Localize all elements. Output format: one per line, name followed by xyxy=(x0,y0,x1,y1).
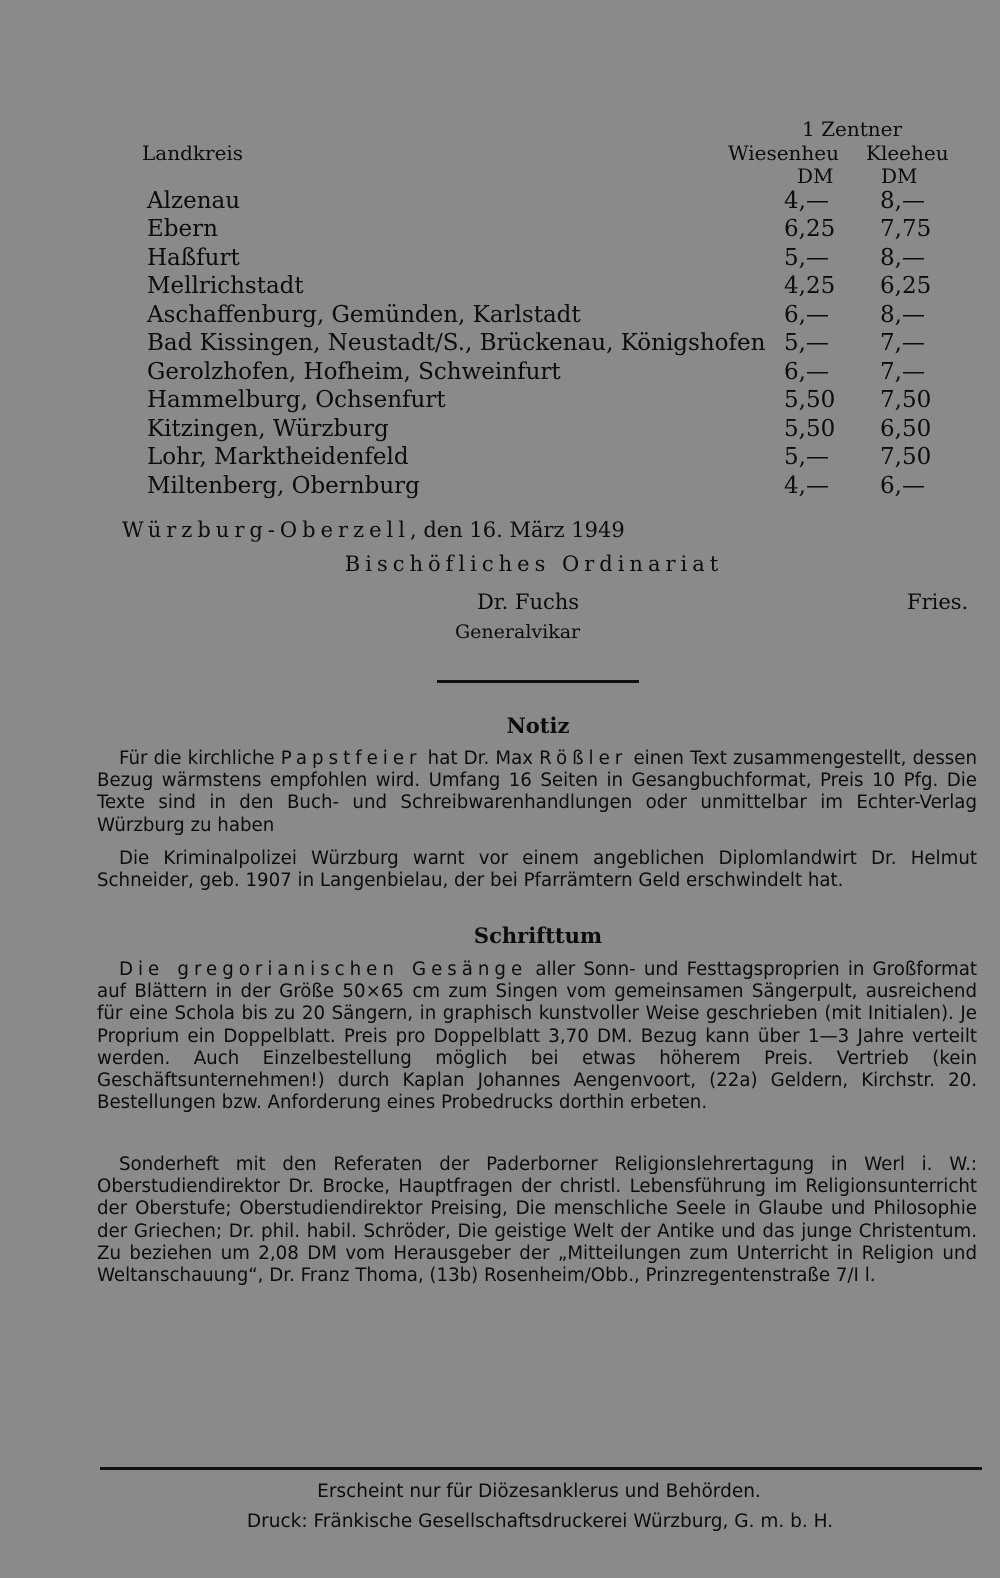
price-kleeheu: 8,— xyxy=(880,188,925,214)
section-divider xyxy=(437,680,639,683)
price-kleeheu: 7,— xyxy=(880,330,925,356)
notiz-heading: Notiz xyxy=(506,713,570,738)
price-kleeheu: 6,50 xyxy=(880,416,932,442)
price-kleeheu: 7,50 xyxy=(880,444,932,470)
landkreis-name: Bad Kissingen, Neustadt/S., Brückenau, Königshofen xyxy=(147,330,766,356)
signatory-role: Generalvikar xyxy=(455,621,581,643)
price-wiesenheu: 6,— xyxy=(784,302,829,328)
price-wiesenheu: 4,— xyxy=(784,188,829,214)
header-units: 1 Zentner xyxy=(802,117,903,141)
landkreis-name: Haßfurt xyxy=(147,245,240,271)
table-row xyxy=(0,301,1000,329)
place-name: Würzburg-Oberzell xyxy=(122,518,410,542)
issuing-office: Bischöfliches Ordinariat xyxy=(344,552,724,576)
footer-divider xyxy=(100,1467,982,1470)
price-kleeheu: 8,— xyxy=(880,302,925,328)
table-row xyxy=(0,443,1000,471)
date-text: , den 16. März 1949 xyxy=(409,518,625,542)
notiz-p1-part-a: Für die kirchliche xyxy=(119,748,281,769)
landkreis-name: Hammelburg, Ochsenfurt xyxy=(147,387,446,413)
price-wiesenheu: 6,25 xyxy=(784,216,836,242)
price-kleeheu: 7,50 xyxy=(880,387,932,413)
price-wiesenheu: 4,25 xyxy=(784,273,836,299)
footer-distribution-note: Erscheint nur für Diözesanklerus und Behörden. xyxy=(317,1481,761,1502)
table-row xyxy=(0,329,1000,357)
price-wiesenheu: 5,— xyxy=(784,330,829,356)
schrifttum-p1-spaced: Die gregorianischen Gesänge xyxy=(119,959,528,980)
currency-kleeheu: DM xyxy=(881,164,918,188)
header-landkreis: Landkreis xyxy=(142,141,244,165)
table-row xyxy=(0,272,1000,300)
table-row xyxy=(0,472,1000,500)
header-kleeheu: Kleeheu xyxy=(866,141,949,165)
landkreis-name: Ebern xyxy=(147,216,218,242)
table-row xyxy=(0,244,1000,272)
place-date xyxy=(122,516,625,544)
price-kleeheu: 6,25 xyxy=(880,273,932,299)
price-wiesenheu: 5,50 xyxy=(784,387,836,413)
landkreis-name: Alzenau xyxy=(147,188,241,214)
cosigner-name: Fries. xyxy=(907,590,969,614)
price-kleeheu: 7,75 xyxy=(880,216,932,242)
table-row xyxy=(0,358,1000,386)
signatory-name: Dr. Fuchs xyxy=(477,590,580,614)
table-row xyxy=(0,386,1000,414)
price-wiesenheu: 5,— xyxy=(784,444,829,470)
schrifttum-paragraph-2: Sonderheft mit den Referaten der Paderborner Religionslehrertagung in Werl i. W.: Oberstudiendirektor Dr. Brocke, Hauptfragen der christl. Lebensführung im Religionsunterricht der Oberstufe; Oberstudiendirektor Preising, Die menschliche Seele in Glaube und Philosophie der Griechen; Dr. phil. habil. Schröder, Die geistige Welt der Antike und das junge Christentum. Zu beziehen um 2,08 DM vom Herausgeber der „Mitteilungen zum Unterricht in Religion und Weltanschauung“, Dr. Franz Thoma, (13b) Rosenheim/Obb., Prinzregentenstraße 7/I l. xyxy=(97,1154,977,1287)
table-row xyxy=(0,215,1000,243)
schrifttum-heading: Schrifttum xyxy=(473,923,603,948)
price-wiesenheu: 6,— xyxy=(784,359,829,385)
price-wiesenheu: 5,50 xyxy=(784,416,836,442)
header-wiesenheu: Wiesenheu xyxy=(728,141,840,165)
notiz-p1-part-c: einen Text zusammengestellt, dessen Bezug wärmstens empfohlen wird. Umfang 16 Seiten in Gesangbuchformat, Preis 10 Pfg. Die Texte sind in den Buch- und Schreibwarenhandlungen oder unmittelbar im Echter-Verlag Würzburg zu haben xyxy=(97,748,977,836)
notiz-p1-part-b: hat Dr. Max xyxy=(421,748,540,769)
notiz-p1-spaced-1: Papstfeier xyxy=(280,748,422,769)
table-row xyxy=(0,187,1000,215)
notiz-paragraph-1 xyxy=(97,748,977,837)
landkreis-name: Gerolzhofen, Hofheim, Schweinfurt xyxy=(147,359,561,385)
notiz-p1-spaced-2: Rößler xyxy=(539,748,628,769)
schrifttum-paragraph-1 xyxy=(97,959,977,1114)
price-wiesenheu: 4,— xyxy=(784,473,829,499)
schrifttum-p1-rest: aller Sonn- und Festtagspropriеn in Großformat auf Blättern in der Größe 50×65 cm zum Singen vom gemeinsamen Sängerpult, ausreichend für eine Schola bis zu 20 Sängern, in graphisch kunstvoller Weise geschrieben (mit Initialen). Je Proprium ein Doppelblatt. Preis pro Doppelblatt 3,70 DM. Bezug kann über 1—3 Jahre verteilt werden. Auch Einzelbestellung möglich bei etwas höherem Preis. Vertrieb (kein Geschäftsunternehmen!) durch Kaplan Johannes Aengenvoort, (22a) Geldern, Kirchstr. 20. Bestellungen bzw. Anforderung eines Probedrucks dorthin erbeten. xyxy=(97,959,977,1114)
landkreis-name: Aschaffenburg, Gemünden, Karlstadt xyxy=(147,302,581,328)
price-kleeheu: 7,— xyxy=(880,359,925,385)
landkreis-name: Kitzingen, Würzburg xyxy=(147,416,389,442)
footer-printer-note: Druck: Fränkische Gesellschaftsdruckerei Würzburg, G. m. b. H. xyxy=(246,1511,834,1532)
currency-wiesenheu: DM xyxy=(797,164,834,188)
landkreis-name: Miltenberg, Obernburg xyxy=(147,473,420,499)
landkreis-name: Lohr, Marktheidenfeld xyxy=(147,444,409,470)
price-wiesenheu: 5,— xyxy=(784,245,829,271)
notiz-paragraph-2: Die Kriminalpolizei Würzburg warnt vor einem angeblichen Diplomlandwirt Dr. Helmut Schneider, geb. 1907 in Langenbielau, der bei Pfarrämtern Geld erschwindelt hat. xyxy=(97,848,977,892)
price-kleeheu: 8,— xyxy=(880,245,925,271)
landkreis-name: Mellrichstadt xyxy=(147,273,304,299)
table-row xyxy=(0,415,1000,443)
price-kleeheu: 6,— xyxy=(880,473,925,499)
